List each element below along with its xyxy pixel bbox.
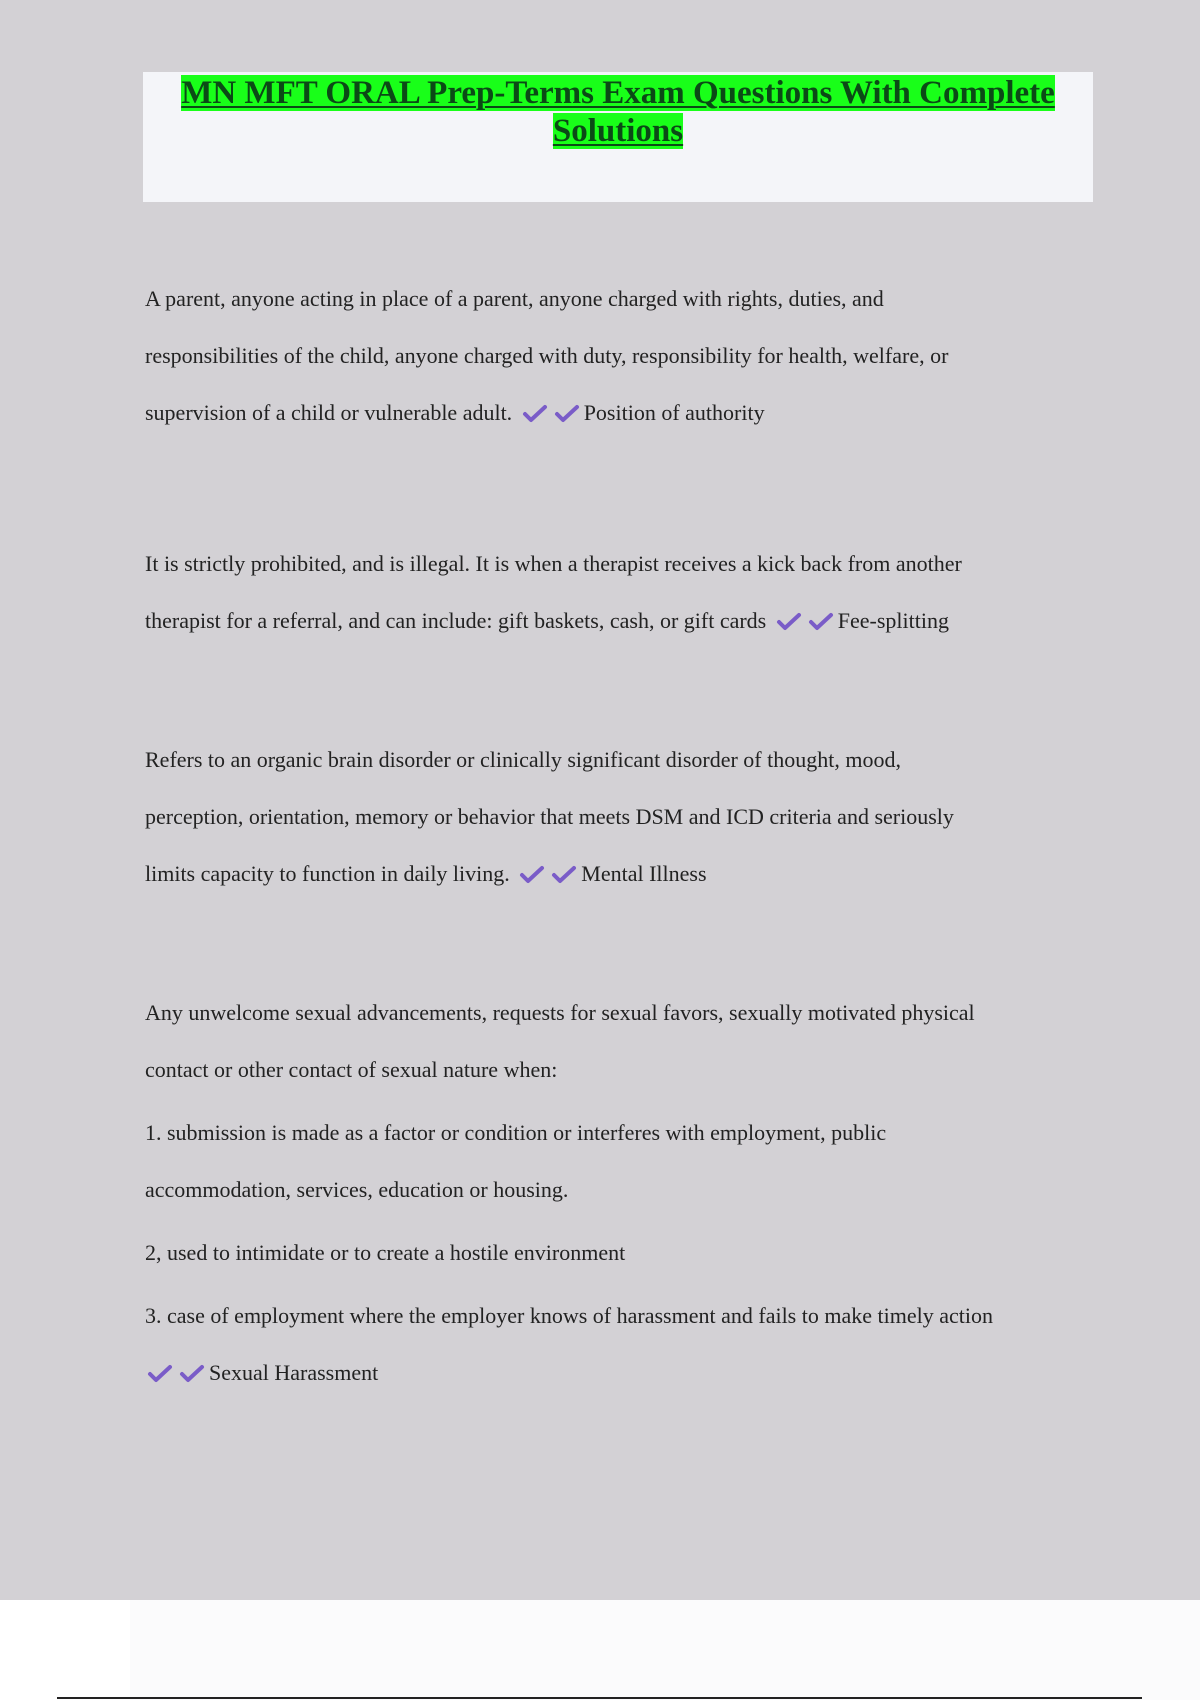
checkmark-icon <box>522 403 548 423</box>
question-line: contact or other contact of sexual nature when: <box>145 1057 558 1082</box>
checkmark-icon <box>554 403 580 423</box>
checkmark-icon <box>147 1363 173 1383</box>
question-text: therapist for a referral, and can include: gift baskets, cash, or gift cards <box>145 608 767 633</box>
checkmark-icon <box>551 864 577 884</box>
question-text: limits capacity to function in daily living. <box>145 861 510 886</box>
question-line: It is strictly prohibited, and is illegal. It is when a therapist receives a kick back from another <box>145 551 962 576</box>
answer-term: Mental Illness <box>581 861 707 886</box>
list-item-line: 2, used to intimidate or to create a hostile environment <box>145 1240 626 1265</box>
next-page-preview <box>130 1600 1200 1700</box>
question-line: perception, orientation, memory or behavior that meets DSM and ICD criteria and seriously <box>145 804 954 829</box>
question-line: Refers to an organic brain disorder or clinically significant disorder of thought, mood, <box>145 747 901 772</box>
question-line: Any unwelcome sexual advancements, requests for sexual favors, sexually motivated physical <box>145 1000 975 1025</box>
document-title <box>143 72 1093 150</box>
question-text: supervision of a child or vulnerable adult. <box>145 400 513 425</box>
term-entry <box>145 984 1090 1401</box>
checkmark-icon <box>519 864 545 884</box>
list-item-line: 3. case of employment where the employer knows of harassment and fails to make timely action <box>145 1303 993 1328</box>
answer-term: Position of authority <box>583 400 765 425</box>
page-divider <box>57 1697 1142 1699</box>
title-box <box>143 72 1093 202</box>
title-line-2: Solutions <box>552 113 684 149</box>
term-entry <box>145 270 1090 441</box>
document-content <box>145 270 1090 1495</box>
list-item-line: accommodation, services, education or housing. <box>145 1177 569 1202</box>
question-line <box>145 592 1090 649</box>
term-entry <box>145 731 1090 902</box>
answer-term: Fee-splitting <box>837 608 949 633</box>
checkmark-icon <box>179 1363 205 1383</box>
title-line-1: MN MFT ORAL Prep-Terms Exam Questions With Complete <box>181 75 1055 111</box>
list-item-line: 1. submission is made as a factor or condition or interferes with employment, public <box>145 1120 887 1145</box>
checkmark-icon <box>776 611 802 631</box>
question-line: A parent, anyone acting in place of a parent, anyone charged with rights, duties, and <box>145 286 884 311</box>
term-entry <box>145 535 1090 649</box>
answer-term: Sexual Harassment <box>209 1360 379 1385</box>
checkmark-icon <box>808 611 834 631</box>
question-line: responsibilities of the child, anyone charged with duty, responsibility for health, welfare, or <box>145 343 949 368</box>
question-line <box>145 845 1090 902</box>
answer-line <box>145 1344 1090 1401</box>
question-line <box>145 384 1090 441</box>
